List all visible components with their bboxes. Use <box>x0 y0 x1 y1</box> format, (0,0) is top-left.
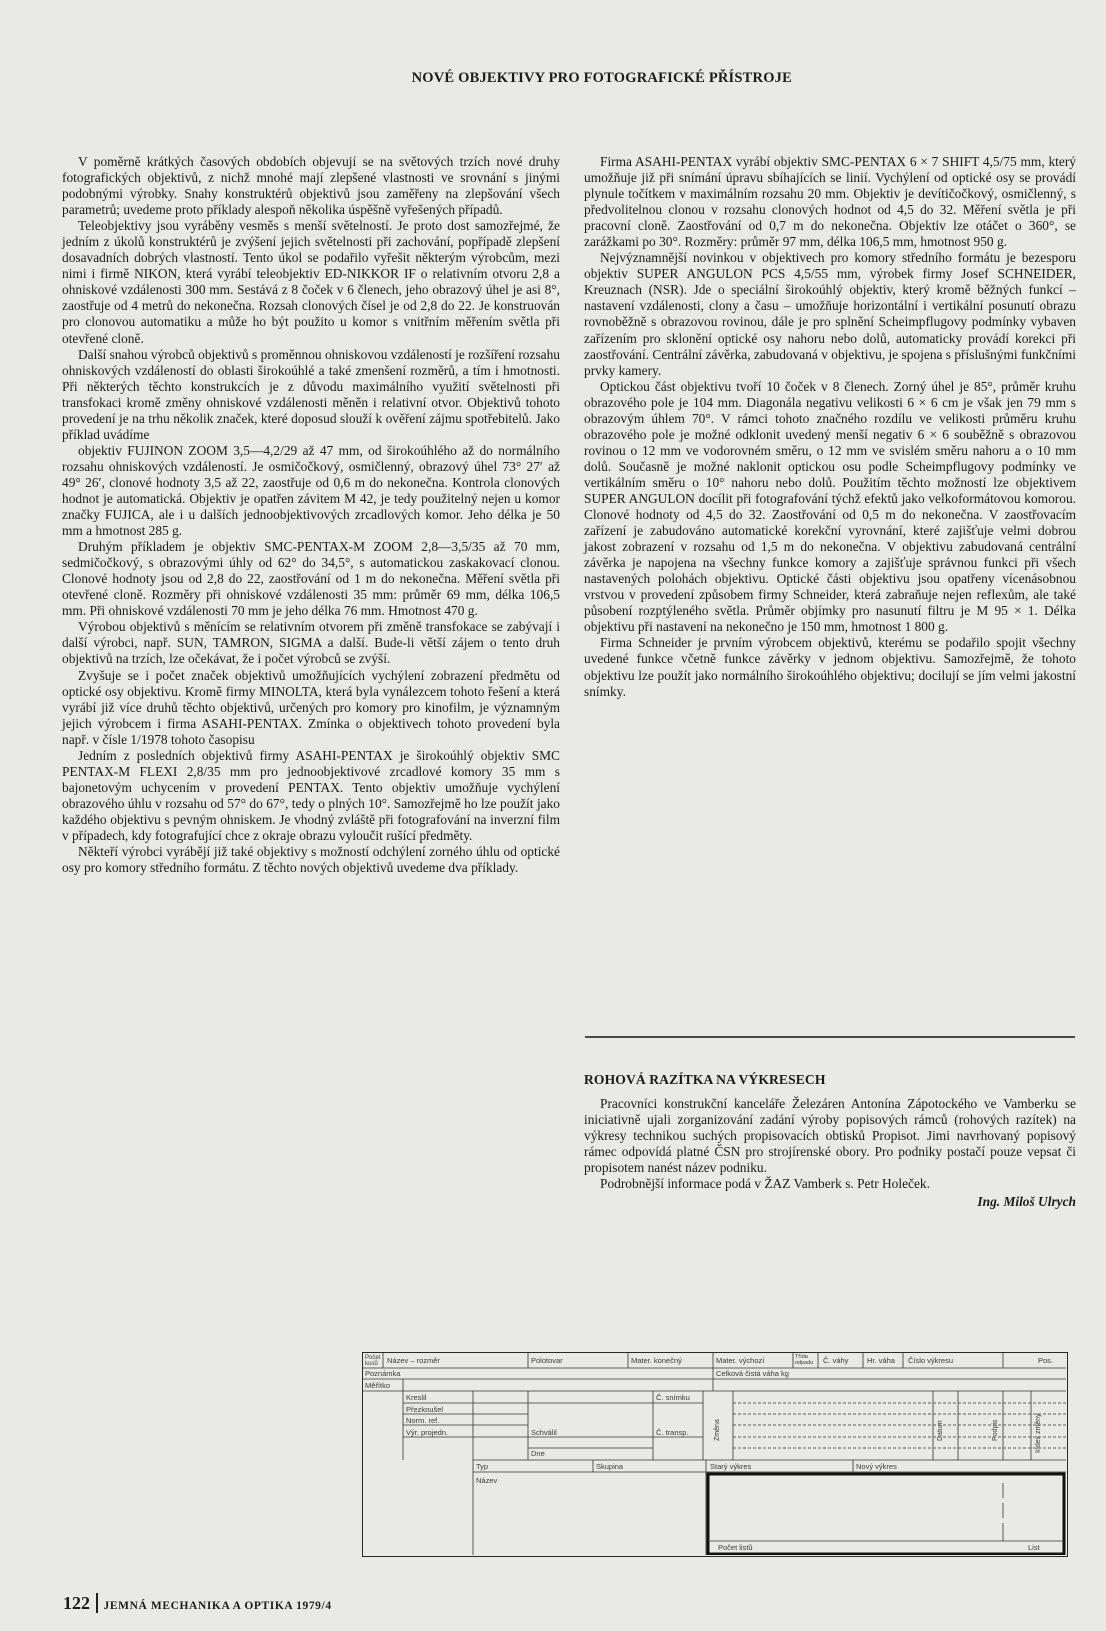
label-prezkousel: Přezkoušel <box>406 1405 444 1414</box>
paragraph: Firma Schneider je prvním výrobcem objektivů, kterému se podařilo spojit všechny uvedené funkce včetně funkce závěrky v jednom objektivu. Samozřejmě, že tohoto objektivu lze použít jako normálního širokoúhlého objektivu; docilují se jím velmi jakostní snímky. <box>584 635 1076 699</box>
paragraph: Druhým příkladem je objektiv SMC-PENTAX-M ZOOM 2,8—3,5/35 až 70 mm, sedmičočkový, s obrazovými úhly od 62° do 34,5°, s automatickou zaskakovací clonou. Clonové hodnoty jsou od 2,8 do 22, zaostřování od 1 m do nekonečna. Měření světla při otevřené cloně. Rozměry při ohniskové vzdálenosti 35 mm: průměr 69 mm, délka 106,5 mm. Při ohniskové vzdálenosti 70 mm je jeho délka 76 mm. Hmotnost 470 g. <box>62 539 560 619</box>
label-novy-vykres: Nový výkres <box>856 1462 897 1471</box>
paragraph: Další snahou výrobců objektivů s proměnnou ohniskovou vzdáleností je rozšíření rozsahu ohniskových vzdáleností do oblasti širokoúhlé a také zmenšení rozměrů, a tím i hmotnosti. Při některých těchto konstrukcích je z důvodu maximálního využití světelnosti při transfokaci kromě změny ohniskové vzdálenosti měněn i relativní otvor. Objektivů tohoto provedení je na trhu několik značek, které doposud slouží k ověření zájmu spotřebitelů. Jako příklad uvádíme <box>62 346 560 442</box>
label-mater-vychozi: Mater. výchozí <box>716 1356 765 1365</box>
label-celkova-vaha: Celková čistá váha kg <box>716 1369 789 1378</box>
paragraph: Výrobou objektivů s měnícím se relativním otvorem při změně transfokace se zabývají i další výrobci, např. SUN, TAMRON, SIGMA a další. Bude-li větší zájem o tento druh objektivů na trzích, lze očekávat, že i počet výrobců se zvýší. <box>62 619 560 667</box>
paragraph: Zvyšuje se i počet značek objektivů umožňujících vychýlení zobrazení předmětu od optické osy objektivu. Kromě firmy MINOLTA, která byla vynálezcem tohoto řešení a která vyrábí již více druhů těchto objektivů, určených pro komory pro kinofilm, je významným jejich výrobcem i firma ASAHI-PENTAX. Zmínka o objektivech tohoto provedení byla např. v čísle 1/1978 tohoto časopisu <box>62 667 560 747</box>
paragraph: objektiv FUJINON ZOOM 3,5—4,2/29 až 47 mm, od širokoúhlého až do normálního rozsahu ohniskových vzdáleností. Je osmičočkový, osmičlenný, obrazový úhel 73° 27′ až 49° 26′, clonové hodnoty 3,5 až 22, zaostřuje od 0,6 m do nekonečna. Kontrola clonových hodnot je automatická. Objektiv je opatřen závitem M 42, je tedy použitelný nejen u komor značky FUJICA, ale i u dalších jednoobjektivových zrcadlových komor. Jeho délka je 50 mm a hmotnost 285 g. <box>62 442 560 539</box>
label-pocet-listu: Počet listů <box>718 1543 753 1552</box>
label-vyr-projedn: Výr. projedn. <box>406 1428 449 1437</box>
label-nazev-rozmer: Název – rozměr <box>387 1356 440 1365</box>
label-stary-vykres: Starý výkres <box>710 1462 752 1471</box>
paragraph: Podrobnější informace podá v ŽAZ Vamberk s. Petr Holeček. <box>600 1176 930 1192</box>
label-norm-ref: Norm. ref. <box>406 1416 440 1425</box>
author: Ing. Miloš Ulrych <box>977 1194 1076 1210</box>
label-poznamka: Poznámka <box>365 1369 401 1378</box>
paragraph: Pracovníci konstrukční kanceláře Železáren Antonína Zápotockého ve Vamberku se iniciativně ujali zorganizování zadání výroby popisových rámců (rohových razítek) na výkresy technikou suchých propisovacích obtisků Propisot. Jimi navrhovaný popisový rámec odpovídá platné ČSN pro strojírenské obory. Pro podniky postačí pouze vepsat či propisotem nanést název podniku. <box>584 1096 1076 1176</box>
label-trida-odpadu: Třída odpadu <box>795 1354 814 1366</box>
left-column <box>62 154 560 876</box>
label-c-snimku: Č. snímku <box>656 1393 690 1402</box>
label-schvalil: Schválil <box>531 1428 557 1437</box>
article-title: NOVÉ OBJEKTIVY PRO FOTOGRAFICKÉ PŘÍSTROJE <box>411 70 792 86</box>
paragraph: Někteří výrobci vyrábějí již také objektivy s možností odchýlení zorného úhlu od optické osy pro komory středního formátu. Z těchto nových objektivů uvedeme dva příklady. <box>62 844 560 876</box>
label-meritko: Měřítko <box>365 1381 391 1390</box>
label-list: List <box>1028 1543 1040 1552</box>
paragraph: Teleobjektivy jsou vyráběny vesměs s menší světelností. Je proto dost samozřejmé, že jedním z úkolů konstruktérů je zvýšení jejich světelnosti při zachování, popřípadě zlepšení dosavadních dobrých vlastností. Tento úkol se podařilo vyřešit některým výrobcům, mezi nimi i firmě NIKON, která vyrábí teleobjektiv ED-NIKKOR IF o relativním otvoru 2,8 a ohniskové vzdálenosti 300 mm. Sestává z 8 čoček v 6 členech, jeho obrazový úhel je asi 8°, zaostřuje od 4 metrů do nekonečna. Rozsah clonových čísel je od 2,8 do 22. Je konstruován pro clonovou automatiku a může ho být použito u komor s vnitřním měřením světla při otevřené cloně. <box>62 218 560 346</box>
label-datum: Datum <box>937 1420 944 1441</box>
footer-separator <box>96 1593 98 1613</box>
label-skupina: Skupina <box>596 1462 624 1471</box>
page-footer <box>63 1593 332 1614</box>
label-c-transp: Č. transp. <box>656 1428 689 1437</box>
paragraph: Optickou část objektivu tvoří 10 čoček v 8 členech. Zorný úhel je 85°, průměr kruhu obrazového pole je 104 mm. Diagonála negativu velikosti 6 × 6 cm je však jen 79 mm s obrazovým úhlem 70°. V rámci tohoto značného rozdílu ve velikosti průměru kruhu obrazového pole je možné odklonit uvedený menší negativ 6 × 6 souběžně s obrazovou rovinou o 12 mm ve vodorovném směru, o 12 mm ve svislém směru nahoru a o 10 mm dolů. Současně je možné naklonit optickou osu podle Scheimpflugovy podmínky ve vertikálním směru o 10° nahoru nebo dolů. Použitím těchto možností lze objektivem SUPER ANGULON docílit při fotografování týchž efektů jako velkoformátovou komorou. Clonové hodnoty od 4,5 do 32. Zaostřování od 0,5 m do nekonečna. V zaostřovacím zařízení je zabudováno automatické korekční vyrovnání, které zajišťuje velmi dobrou jakost zobrazení v rozsahu od 1,5 m do nekonečna. V objektivu zabudovaná centrální závěrka je napojena na všechny funkce komory a zajišťuje správnou funkci při všech nastavených polohách objektivu. Optické části objektivu jsou opatřeny vícenásobnou vrstvou v provedení způsobem firmy Schneider, která zabraňuje nejen reflexům, ale také působení rozptýleného světla. Průměr objímky pro nasunutí filtru je M 95 × 1. Délka objektivu při nastavení na nekonečno je 150 mm, hmotnost 1 800 g. <box>584 378 1076 635</box>
section-divider <box>585 1036 1075 1038</box>
paragraph: Firma ASAHI-PENTAX vyrábí objektiv SMC-PENTAX 6 × 7 SHIFT 4,5/75 mm, který umožňuje již při snímání úpravu sbíhajících se linií. Vychýlení od optické osy se provádí plynule točítkem v maximálním rozsahu 20 mm. Objektiv je devítičočkový, osmičlenný, s předvolitelnou clonou v rozsahu clonových hodnot od 4,5 do 32. Měření světla je při pracovní cloně. Zaostřování od 0,7 m do nekonečna. Objektiv lze otáčet o 360°, se zarážkami po 30°. Rozměry: průměr 97 mm, délka 106,5 mm, hmotnost 950 g. <box>584 154 1076 250</box>
label-pos: Pos. <box>1038 1356 1054 1365</box>
label-hr-vaha: Hr. váha <box>867 1356 895 1365</box>
second-article <box>584 1072 1076 1210</box>
label-polotovar: Polotovar <box>531 1356 563 1365</box>
label-zmena: Změna <box>714 1419 721 1441</box>
paragraph: V poměrně krátkých časových obdobích objevují se na světových trzích nové druhy fotografických objektivů, z nichž mnohé mají zlepšené vlastnosti ve srovnání s jinými podobnými výrobky. Snahy konstruktérů objektivů jsou zaměřeny na zlepšování všech parametrů; uvedeme proto příklady alespoň několika úspěšně vyřešených případů. <box>62 154 560 218</box>
paragraph: Nejvýznamnější novinkou v objektivech pro komory středního formátu je bezesporu objektiv SUPER ANGULON PCS 4,5/55 mm, výrobek firmy Josef SCHNEIDER, Kreuznach (NSR). Jde o speciální širokoúhlý objektiv, který kromě běžných funkcí – nastavení vzdálenosti, clony a času – umožňuje horizontální i vertikální posunutí obrazu rovnoběžně s obrazovou rovinou, dále je pro splnění Scheimpflugovy podmínky vybaven zařízením pro sklonění optické osy nahoru nebo dolů, automaticky provádí korekci při zaostřování. Centrální závěrka, zabudovaná v objektivu, je spojena s příslušnými funkčními prvky kamery. <box>584 250 1076 378</box>
label-kreslil: Kreslil <box>406 1393 427 1402</box>
page-number: 122 <box>63 1593 90 1613</box>
label-c-vahy: Č. váhy <box>823 1356 849 1365</box>
drawing-title-block <box>362 1352 1068 1557</box>
label-podpis: Podpis <box>992 1419 999 1441</box>
paragraph: Jedním z posledních objektivů firmy ASAHI-PENTAX je širokoúhlý objektiv SMC PENTAX-M FLEXI 2,8/35 mm pro jednoobjektivové zrcadlové komory 35 mm s bajonetovým uchycením v provedení PENTAX. Tento objektiv umožňuje vychýlení obrazového úhlu v rozsahu od 57° do 67°, tedy o plných 10°. Samozřejmě ho lze použít jako každého objektivu s pevným ohniskem. Je vhodný zvláště při fotografování na inverzní film v případech, kdy fotografující chce z okraje obrazu vyloučit rušící předměty. <box>62 747 560 843</box>
second-article-heading: ROHOVÁ RAZÍTKA NA VÝKRESECH <box>584 1072 826 1087</box>
journal-name: JEMNÁ MECHANIKA A OPTIKA 1979/4 <box>103 1600 332 1612</box>
label-nazev: Název <box>476 1476 498 1485</box>
label-mater-konecny: Mater. konečný <box>631 1356 682 1365</box>
label-pocet-kusu: Počet kusů <box>365 1355 381 1367</box>
title-block-grid <box>363 1353 1066 1555</box>
label-dne: Dne <box>531 1449 545 1458</box>
label-typ: Typ <box>476 1462 489 1471</box>
label-cislo-vykresu: Číslo výkresu <box>908 1356 954 1365</box>
right-column <box>584 154 1076 700</box>
label-index-zmeny: Index změny <box>1035 1413 1042 1453</box>
